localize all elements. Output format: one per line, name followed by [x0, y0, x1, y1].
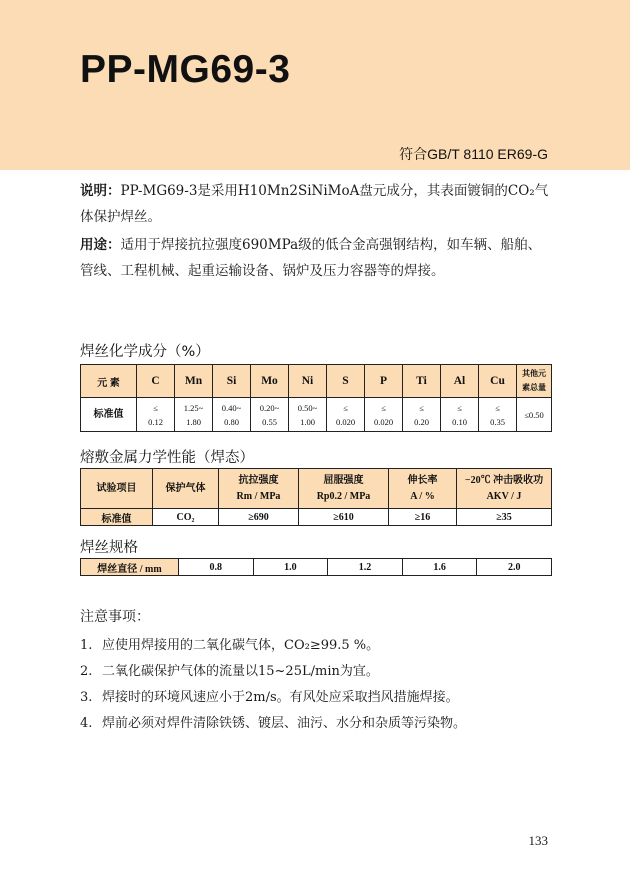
table-row [81, 398, 552, 432]
chemical-section-title: 焊丝化学成分（%） [80, 344, 210, 360]
page-number: 133 [528, 833, 548, 848]
element-cell: C [137, 365, 175, 398]
elongation-header: 伸长率 A / % [389, 469, 457, 509]
list-item: 2. 二氧化碳保护气体的流量以15~25L/min为宜。 [80, 664, 379, 679]
diameter-cell: 1.6 [402, 559, 477, 576]
table-row [81, 509, 552, 526]
value-cell: 0.50~ 1.00 [289, 398, 327, 432]
tensile-header: 抗拉强度 Rm / MPa [219, 469, 299, 509]
impact-header: −20℃ 冲击吸收功 AKV / J [457, 469, 552, 509]
other-elements-header: 其他元 素总量 [517, 365, 552, 398]
usage-paragraph [80, 232, 552, 284]
element-cell: Si [213, 365, 251, 398]
element-cell: Cu [479, 365, 517, 398]
value-cell: ≤ 0.020 [327, 398, 365, 432]
usage-text: 适用于焊接抗拉强度690MPa级的低合金高强钢结构，如车辆、船舶、管线、工程机械、起重运输设备、锅炉及压力容器等的焊接。 [80, 237, 542, 279]
standard-compliance: 符合GB/T 8110 ER69-G [399, 146, 548, 162]
row-label: 标准值 [81, 509, 153, 526]
element-cell: Al [441, 365, 479, 398]
diameter-cell: 1.2 [328, 559, 403, 576]
gas-header: 保护气体 [153, 469, 219, 509]
notes-title: 注意事项： [80, 609, 150, 625]
yield-value: ≥610 [299, 509, 389, 526]
mechanical-section-title: 熔敷金属力学性能（焊态） [80, 450, 254, 466]
element-header-cell: 元 素 [81, 365, 137, 398]
value-cell: ≤ 0.35 [479, 398, 517, 432]
wire-spec-table [80, 558, 552, 576]
diameter-cell: 2.0 [477, 559, 552, 576]
value-cell: 1.25~ 1.80 [175, 398, 213, 432]
element-cell: Ni [289, 365, 327, 398]
element-cell: Mo [251, 365, 289, 398]
description-text: PP-MG69-3是采用H10Mn2SiNiMoA盘元成分，其表面镀铜的CO₂气体保护焊丝。 [80, 183, 549, 225]
list-item: 1. 应使用焊接用的二氧化碳气体，CO₂≥99.5 %。 [80, 638, 380, 653]
impact-value: ≥35 [457, 509, 552, 526]
gas-value: CO₂ [153, 509, 219, 526]
description-paragraph [80, 178, 552, 230]
table-header-row [81, 469, 552, 509]
value-cell: ≤ 0.12 [137, 398, 175, 432]
list-item: 3. 焊接时的环境风速应小于2m/s。有风处应采取挡风措施焊接。 [80, 690, 459, 705]
value-cell: ≤ 0.10 [441, 398, 479, 432]
table-row [81, 559, 552, 576]
element-cell: Ti [403, 365, 441, 398]
product-title: PP-MG69-3 [80, 48, 291, 91]
value-cell: 0.40~ 0.80 [213, 398, 251, 432]
diameter-cell: 0.8 [179, 559, 254, 576]
value-cell: ≤ 0.020 [365, 398, 403, 432]
row-label: 标准值 [81, 398, 137, 432]
element-cell: P [365, 365, 403, 398]
item-header: 试验项目 [81, 469, 153, 509]
spec-section-title: 焊丝规格 [80, 540, 138, 556]
table-header-row [81, 365, 552, 398]
list-item: 4. 焊前必须对焊件清除铁锈、镀层、油污、水分和杂质等污染物。 [80, 716, 467, 731]
diameter-label: 焊丝直径 / mm [81, 559, 179, 576]
yield-header: 屈服强度 Rp0.2 / MPa [299, 469, 389, 509]
chemical-composition-table [80, 364, 552, 432]
other-elements-value: ≤0.50 [517, 398, 552, 432]
value-cell: ≤ 0.20 [403, 398, 441, 432]
element-cell: S [327, 365, 365, 398]
description-label: 说明： [80, 183, 121, 199]
mechanical-properties-table [80, 468, 552, 526]
usage-label: 用途： [80, 237, 121, 253]
diameter-cell: 1.0 [253, 559, 328, 576]
element-cell: Mn [175, 365, 213, 398]
elongation-value: ≥16 [389, 509, 457, 526]
tensile-value: ≥690 [219, 509, 299, 526]
value-cell: 0.20~ 0.55 [251, 398, 289, 432]
